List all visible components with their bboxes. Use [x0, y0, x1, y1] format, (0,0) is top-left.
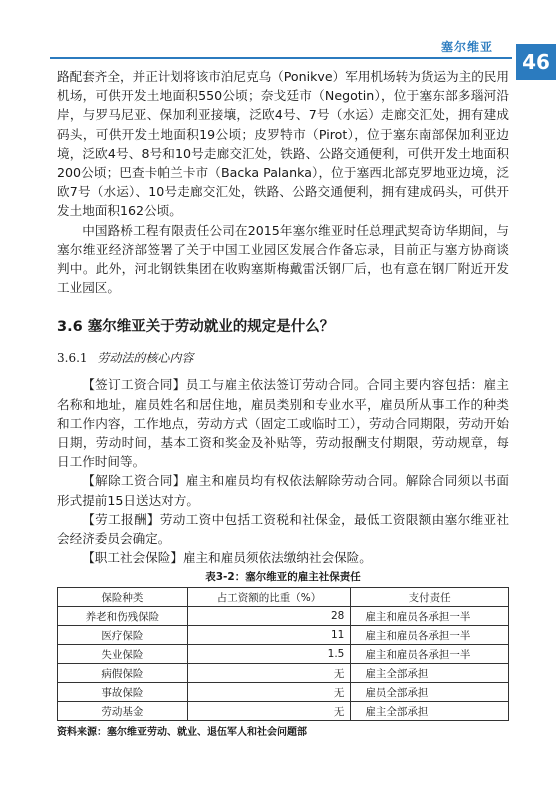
page-number: 46 [516, 44, 556, 80]
page-body [57, 67, 509, 741]
table-header-cell: 支付责任 [351, 588, 509, 607]
table-row [58, 645, 509, 664]
table-cell: 28 [187, 607, 351, 626]
table-cell: 1.5 [187, 645, 351, 664]
table-cell: 病假保险 [58, 664, 188, 683]
paragraph-cooperation: 中国路桥工程有限责任公司在2015年塞尔维亚时任总理武契奇访华期间，与塞尔维亚经济部签署了关于中国工业园区发展合作备忘录，目前正与塞方协商谈判中。此外，河北钢铁集团在收购塞斯梅戴雷沃钢厂后，也有意在钢厂附近开发工业园区。 [57, 222, 509, 296]
table-cell: 事故保险 [58, 683, 188, 702]
paragraph-remuneration: 【劳工报酬】劳动工资中包括工资税和社保金，最低工资限额由塞尔维亚社会经济委员会确定。 [57, 511, 509, 547]
paragraph-social-insurance: 【职工社会保险】雇主和雇员须依法缴纳社会保险。 [82, 550, 372, 566]
table-row [58, 702, 509, 721]
table-cell: 雇主和雇员各承担一半 [351, 607, 509, 626]
table-cell: 雇主全部承担 [351, 702, 509, 721]
table-row [58, 607, 509, 626]
table-row [58, 626, 509, 645]
table-caption: 表3-2：塞尔维亚的雇主社保责任 [205, 571, 361, 584]
table-row [58, 683, 509, 702]
table-cell: 雇主和雇员各承担一半 [351, 626, 509, 645]
table-cell: 雇员全部承担 [351, 683, 509, 702]
subsection-number: 3.6.1 [57, 351, 88, 366]
paragraph-industrial-zones: 路配套齐全，并正计划将该市泊尼克乌（Ponikve）军用机场转为货运为主的民用机场，可供开发土地面积550公顷；奈戈廷市（Negotin），位于塞东部多瑙河沿岸，与罗马尼亚、保加利亚接壤，泛欧4号、7号（水运）走廊交汇处，拥有建成码头，可供开发土地面积19公顷；皮罗特市（Pirot），位于塞东南部保加利亚边境，泛欧4号、8号和10号走廊交汇处，铁路、公路交通便利，可供开发土地面积200公顷；巴查卡帕兰卡市（Backa Palanka），位于塞西北部克罗地亚边境，泛欧7号（水运）、10号走廊交汇处，铁路、公路交通便利，拥有建成码头，可供开发土地面积162公顷。 [57, 69, 509, 219]
table-source-note: 资料来源：塞尔维亚劳动、就业、退伍军人和社会问题部 [57, 727, 307, 739]
social-insurance-table [57, 587, 509, 721]
table-cell: 雇主全部承担 [351, 664, 509, 683]
section-heading: 3.6 塞尔维亚关于劳动就业的规定是什么？ [57, 319, 335, 336]
table-cell: 无 [187, 664, 351, 683]
table-header-row [58, 588, 509, 607]
running-header-country: 塞尔维亚 [440, 40, 493, 54]
table-cell: 无 [187, 683, 351, 702]
table-row [58, 664, 509, 683]
table-cell: 劳动基金 [58, 702, 188, 721]
table-cell: 失业保险 [58, 645, 188, 664]
table-cell: 11 [187, 626, 351, 645]
paragraph-labor-contract: 【签订工资合同】员工与雇主依法签订劳动合同。合同主要内容包括：雇主名称和地址，雇员姓名和居住地，雇员类别和专业水平，雇员所从事工作的种类和工作内容，工作地点，劳动方式（固定工或临时工），劳动合同期限，劳动开始日期，劳动时间，基本工资和奖金及补贴等，劳动报酬支付期限，劳动规章，每日工作时间等。 [57, 377, 509, 470]
subsection-heading [57, 349, 509, 367]
table-header-cell: 保险种类 [58, 588, 188, 607]
table-cell: 医疗保险 [58, 626, 188, 645]
subsection-title: 劳动法的核心内容 [97, 351, 194, 366]
header-rule [50, 57, 512, 59]
table-cell: 雇主和雇员各承担一半 [351, 645, 509, 664]
table-cell: 无 [187, 702, 351, 721]
paragraph-contract-termination: 【解除工资合同】雇主和雇员均有权依法解除劳动合同。解除合同须以书面形式提前15日送达对方。 [57, 473, 509, 508]
table-cell: 养老和伤残保险 [58, 607, 188, 626]
table-header-cell: 占工资额的比重（%） [187, 588, 351, 607]
